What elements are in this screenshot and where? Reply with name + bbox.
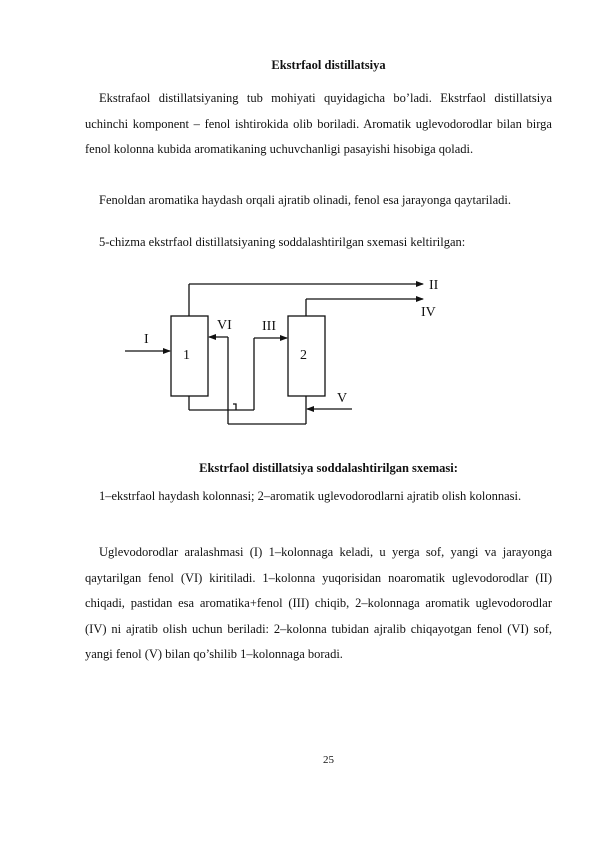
recycle-phenol-label: VI xyxy=(217,318,232,333)
paragraph-phenol-recovery: Fenoldan aromatika haydash orqali ajratib olinadi, fenol esa jarayonga qaytariladi. xyxy=(99,193,512,207)
column-2-box xyxy=(288,316,325,396)
paragraph-process-description: Uglevodorodlar aralashmasi (I) 1–kolonnaga keladi, u yerga sof, yangi va jarayonga qaytarilgan fenol (VI) kiritiladi. 1–kolonna yuqorisidan noaromatik uglevodorodlar (II) chiqadi, pastidan esa aromatika+fenol (III) chiqib, 2–kolonnaga aromatik uglevodorodlar (IV) ni ajratib olish uchun beriladi: 2–kolonna tubidan ajralib chiqayotgan fenol (VI) sof, yangi fenol (V) bilan qo’shilib 1–kolonnaga boradi. xyxy=(85,545,552,662)
overhead-1-label: II xyxy=(429,278,439,293)
section-title: Ekstrfaol distillatsiya xyxy=(271,58,386,72)
column-1-box xyxy=(171,316,208,396)
overhead-2-label: IV xyxy=(421,305,436,320)
paragraph-figure-reference: 5-chizma ekstrfaol distillatsiyaning soddalashtirilgan sxemasi keltirilgan: xyxy=(99,235,466,249)
bottoms-1-crossover xyxy=(233,404,236,410)
column-2-label: 2 xyxy=(300,348,307,363)
column-1-label: 1 xyxy=(183,348,190,363)
fresh-phenol-label: V xyxy=(337,391,348,406)
page-number: 25 xyxy=(323,754,334,766)
paragraph-legend: 1–ekstrfaol haydash kolonnasi; 2–aromatik uglevodorodlarni ajratib olish kolonnasi. xyxy=(99,489,522,503)
bottoms-1-label: III xyxy=(262,319,276,334)
feed-stream-label: I xyxy=(144,332,149,347)
figure-caption: Ekstrfaol distillatsiya soddalashtirilgan sxemasi: xyxy=(199,461,458,475)
paragraph-intro: Ekstrafaol distillatsiyaning tub mohiyati quyidagicha bo’ladi. Ekstrfaol distillatsiya uchinchi komponent – fenol ishtirokida olib boriladi. Aromatik uglevodorodlar bilan birga fenol kolonna kubida aromatikaning uchuvchanligi pasayishi hisobiga qoladi. xyxy=(85,91,552,157)
